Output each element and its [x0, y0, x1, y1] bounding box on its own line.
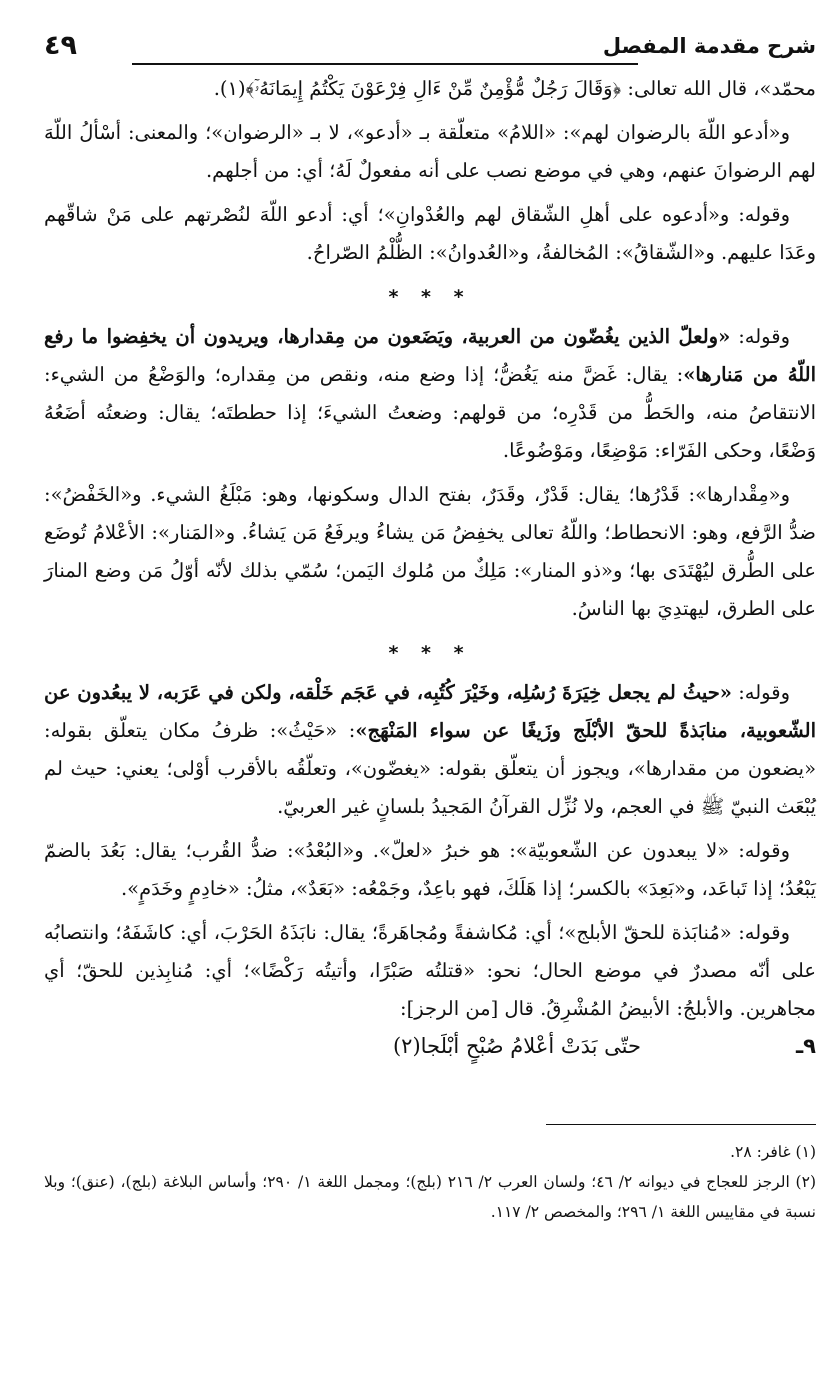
footnote-2: (٢) الرجز للعجاج في ديوانه ٢/ ٤٦؛ ولسان العرب ٢/ ٢١٦ (بلج)؛ ومجمل اللغة ١/ ٢٩٠؛ وأساس البلاغة (بلج)، (عنق)؛ وبلا نسبة في مقاييس اللغة ١/ ٢٩٦؛ والمخصص ٢/ ١١٧. [44, 1173, 816, 1221]
paragraph-2: و«أدعو اللّهَ بالرضوان لهم»: «اللامُ» متعلّقة بـ «أدعو»، لا بـ «الرضوان»؛ والمعنى: أسْألُ اللّهَ لهم الرضوانَ عنهم، وهي في موضع نصب على أنه مفعولٌ لَهُ؛ أي: من أجلهم. [44, 121, 816, 182]
paragraph-6-commentary: : «حَيْثُ»: ظرفُ مكان يتعلّق بقوله: «يضعون من مقدارها»، ويجوز أن يتعلّق بقوله: «يغضّون»، وتعلّقُه بالأقرب أوْلى؛ يعني: حيث لم يُبْعَث النبيّ ﷺ في العجم، ولا نُزِّل القرآنُ المَجيدُ بلسانٍ غير العربيّ. [44, 719, 816, 818]
paragraph-4-commentary: : يقال: غَضَّ منه يَغُضُّ؛ إذا وضع منه، ونقص من مِقداره؛ والوَضْعُ من الشيء: الانتقاصُ منه، والحَطُّ من قَدْرِه؛ من قولهم: وضعتُ الشيءَ؛ إذا حططتَه؛ يقال: وضعتُه أضَعُهُ وَضْعًا، وحكى الفَرّاء: مَوْضِعًا، ومَوْضُوعًا. [44, 363, 816, 462]
section-separator: * * * [388, 286, 472, 308]
paragraph-4 [44, 318, 816, 470]
verse-line [44, 1030, 816, 1074]
paragraph-6 [44, 674, 816, 826]
section-separator: * * * [388, 642, 472, 664]
paragraph-5: و«مِقْدارها»: قَدْرُها؛ يقال: قَدْرٌ، وقَدَرٌ، بفتح الدال وسكونها، وهو: مَبْلَغُ الشيء. و«الخَفْضُ»: ضدُّ الرَّفع، وهو: الانحطاط؛ واللّهُ تعالى يخفِضُ مَن يشاءُ ويرفَعُ مَن يَشاءُ. و«المَنار»: الأعْلامُ تُوضَع على الطُّرق ليُهْتَدَى بها؛ و«ذو المنار»: مَلِكٌ من مُلوك اليَمن؛ سُمّي بذلك لأنّه أوّلُ مَن وضع المنارَ على الطرق، ليهتدِيَ بها الناسُ. [44, 483, 816, 620]
paragraph-3: وقوله: و«أدعوه على أهلِ الشّقاق لهم والعُدْوانِ»؛ أي: أدعو اللّهَ لنُصْرتهم على مَنْ شاقّهم وعَدَا عليهم. و«الشّقاقُ»: المُخالفةُ، و«العُدوانُ»: الظُّلْمُ الصّراحُ. [44, 203, 816, 264]
footnote-1: (١) غافر: ٢٨. [730, 1143, 816, 1161]
page-number: ٤٩ [44, 30, 77, 61]
book-page [44, 30, 816, 1380]
header-rule [132, 63, 638, 65]
paragraph-4-quote: «ولعلّ الذين يغُضّون من العربية، ويَضَعون من مِقدارها، ويريدون أن يخفِضوا ما رفع اللّهُ من مَنارها» [44, 325, 816, 386]
running-title: شرح مقدمة المفصل [602, 34, 816, 58]
verse-text: حتّى بَدَتْ أعْلامُ صُبْحٍ أبْلَجا(٢) [392, 1034, 641, 1058]
footnote-rule [546, 1124, 816, 1125]
paragraph-1: محمّد»، قال الله تعالى: ﴿وَقَالَ رَجُلٌ مُّؤْمِنٌ مِّنْ ءَالِ فِرْعَوْنَ يَكْتُمُ إِيمَانَهُۥٓ﴾(١). [213, 77, 816, 100]
paragraph-4-intro: وقوله: [730, 325, 790, 348]
page-header [44, 30, 816, 70]
paragraph-7: وقوله: «لا يبعدون عن الشّعوبيّة»: هو خبرُ «لعلّ». و«البُعْدُ»: ضدُّ القُرب؛ يقال: بَعُدَ بالضمّ يَبْعُدُ؛ إذا تَباعَد، و«بَعِدَ» بالكسر؛ إذا هَلَكَ، فهو باعِدٌ، وجَمْعُه: «بَعَدٌ»، مثلُ: «خادِمٍ وخَدَمٍ». [44, 839, 816, 900]
verse-number: ٩ـ [795, 1034, 816, 1058]
paragraph-6-quote: «حيثُ لم يجعل خِيَرَةَ رُسُلِه، وخَيْرَ كُتُبِه، في عَجَم خَلْقه، ولكن في عَرَبه، لا يبعُدون عن الشّعوبية، منابَذةً للحقّ الأبْلَج وزَيغًا عن سواء المَنْهَج» [44, 681, 816, 742]
paragraph-8: وقوله: «مُنابَذة للحقّ الأبلج»؛ أي: مُكاشفةً ومُجاهَرةً؛ يقال: نابَذَهُ الحَرْبَ، أي: كاشَفَهُ؛ وانتصابُه على أنّه مصدرٌ في موضع الحال؛ نحو: «قتلتُه صَبْرًا، وأتيتُه رَكْضًا»؛ أي: مُنابِذين للحقّ؛ أي مجاهرين. والأبلجُ: الأبيضُ المُشْرِقُ. قال [من الرجز]: [44, 921, 816, 1020]
paragraph-6-intro: وقوله: [731, 681, 790, 704]
